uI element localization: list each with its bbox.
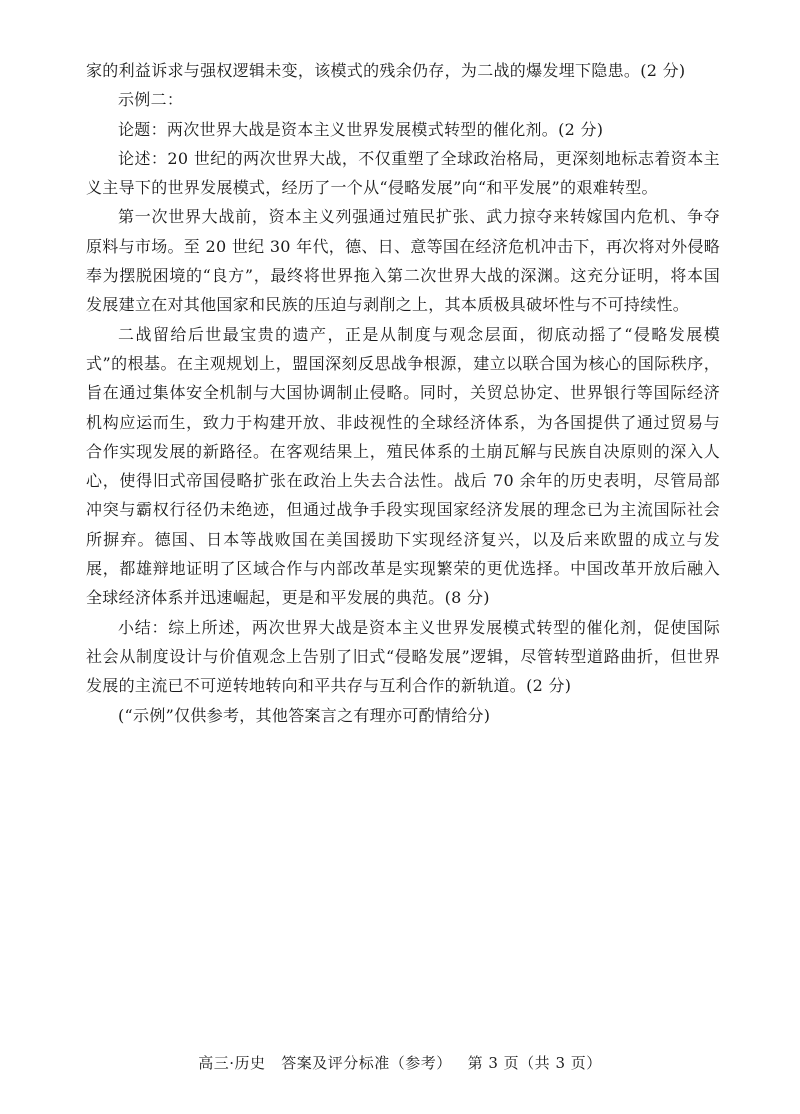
paragraph-continuation: 家的利益诉求与强权逻辑未变，该模式的残余仍存，为二战的爆发埋下隐患。(2 分) bbox=[86, 61, 686, 80]
summary-paragraph: 小结：综上所述，两次世界大战是资本主义世界发展模式转型的催化剂，促使国际社会从制度设计与价值观念上告别了旧式“侵略发展”逻辑，尽管转型道路曲折，但世界发展的主流已不可逆转地转向和平共存与互利合作的新轨道。(2 分) bbox=[86, 617, 720, 696]
scoring-note: (“示例”仅供参考，其他答案言之有理亦可酌情给分) bbox=[118, 705, 491, 725]
pre-war-paragraph: 第一次世界大战前，资本主义列强通过殖民扩张、武力掠夺来转嫁国内危机、争夺原料与市场。至 20 世纪 30 年代，德、日、意等国在经济危机冲击下，再次将对外侵略奉为摆脱困境的“良方”，最终将世界拖入第二次世界大战的深渊。这充分证明，将本国发展建立在对其他国家和民族的压迫与剥削之上，其本质极具破坏性与不可持续性。 bbox=[86, 207, 720, 315]
argument-intro-paragraph: 论述：20 世纪的两次世界大战，不仅重塑了全球政治格局，更深刻地标志着资本主义主导下的世界发展模式，经历了一个从“侵略发展”向“和平发展”的艰难转型。 bbox=[86, 148, 720, 198]
thesis-paragraph: 论题：两次世界大战是资本主义世界发展模式转型的催化剂。(2 分) bbox=[118, 119, 604, 139]
post-war-legacy-paragraph: 二战留给后世最宝贵的遗产，正是从制度与观念层面，彻底动摇了“侵略发展模式”的根基。在主观规划上，盟国深刻反思战争根源，建立以联合国为核心的国际秩序，旨在通过集体安全机制与大国协调制止侵略。同时，关贸总协定、世界银行等国际经济机构应运而生，致力于构建开放、非歧视性的全球经济体系，为各国提供了通过贸易与合作实现发展的新路径。在客观结果上，殖民体系的土崩瓦解与民族自决原则的深入人心，使得旧式帝国侵略扩张在政治上失去合法性。战后 70 余年的历史表明，尽管局部冲突与霸权行径仍未绝迹，但通过战争手段实现国家经济发展的理念已为主流国际社会所摒弃。德国、日本等战败国在美国援助下实现经济复兴，以及后来欧盟的成立与发展，都雄辩地证明了区域合作与内部改革是实现繁荣的更优选择。中国改革开放后融入全球经济体系并迅速崛起，更是和平发展的典范。(8 分) bbox=[86, 324, 720, 608]
document-body bbox=[86, 56, 720, 730]
example-two-heading: 示例二： bbox=[118, 90, 184, 110]
page-footer: 高三·历史 答案及评分标准（参考） 第 3 页（共 3 页） bbox=[198, 1054, 602, 1072]
